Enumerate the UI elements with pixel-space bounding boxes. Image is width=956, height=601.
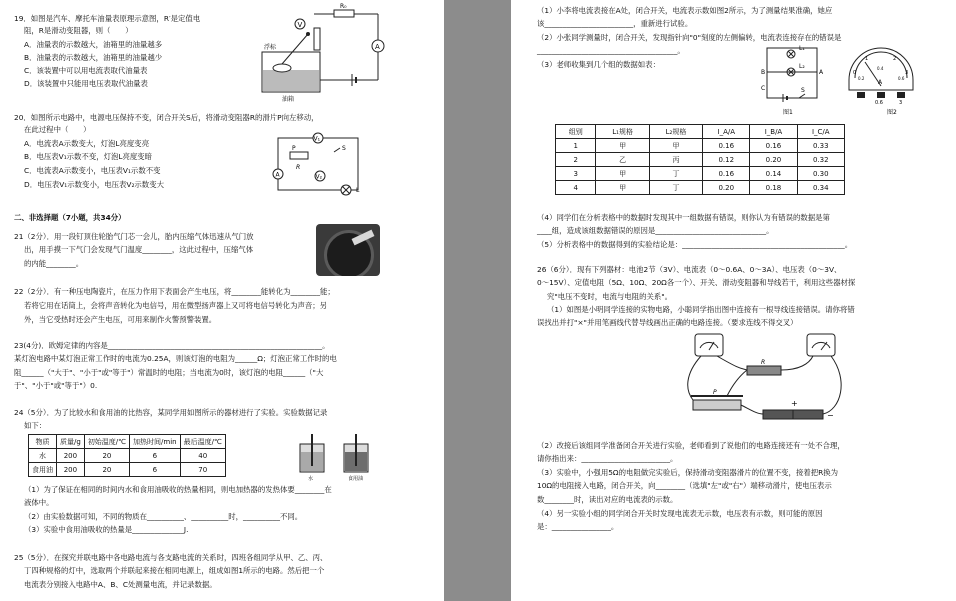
q25-sub-5: （5）分析表格中的数据得到的实验结论是：____________________________________________。 [537, 240, 853, 249]
table-header: I_A/A [703, 125, 750, 139]
q24-sub-3: （3）实验中食用油吸收的热量是______________J. [24, 525, 189, 534]
fig1-s: S [801, 87, 805, 94]
q25-sub-3: （3）老师收集到几个组的数据如表： [537, 60, 660, 69]
fig2-s0: 0.2 [858, 76, 865, 81]
table-header: 物质 [29, 435, 57, 449]
q20-stem-1: 20．如图所示电路中，电源电压保持不变，闭合开关S后，将滑动变阻器R的滑片P向左移动， [14, 113, 319, 122]
q26-sub-2a: （2）改接后该组同学准备闭合开关进行实验，老师看到了说他们的电路连接还有一处不合理， [537, 441, 845, 450]
q24-sub-2: （2）由实验数据可知，不同的物质在__________、__________时，__________不同。 [24, 512, 303, 521]
fig2-term-2: 3 [899, 100, 903, 106]
q20-v1-label: V₁ [313, 135, 321, 143]
fig2-t0: 0 [853, 70, 857, 76]
q26-line-2: 0～15V）、定值电阻（5Ω、10Ω、20Ω各一个）、开关、滑动变阻器和导线若干，利用这些器材探 [537, 278, 856, 287]
table-cell: 0.34 [797, 181, 844, 195]
q26-sub-3a: （3）实验中，小强用5Ω的电阻做完实验后，保持滑动变阻器滑片的位置不变，接着把R换为 [537, 468, 839, 477]
q20-p-label: P [292, 145, 296, 152]
q21-line-1: 21（2分）．用一段钉顶住轮胎气门芯一会儿，胎内压缩气体迅速从气门放 [14, 232, 254, 241]
q26-sub-4a: （4）另一实验小组的同学闭合开关时发现电流表无示数，电压表有示数，则可能的原因 [537, 509, 823, 518]
fig1-l2: L₂ [799, 63, 805, 70]
q20-a-label: A [275, 171, 280, 179]
q21-line-2: 出，用手摸一下气门会发现气门温度________，这此过程中，压缩气体 [24, 245, 254, 254]
q25-sub-2a: （2）小张同学测量时，闭合开关，发现指针向"0"刻度的左侧偏转，电流表连接存在的错误是 [537, 33, 842, 42]
q23-line-1: 23(4分)．欧姆定律的内容是__________________________________________________________。 [14, 341, 330, 350]
q26-circuit-figure [681, 330, 851, 430]
q19-option-b: B．油量表的示数越大，油箱里的油量越少 [24, 53, 163, 62]
q20-option-a: A．电流表A示数变大，灯泡L亮度变亮 [24, 139, 150, 148]
q23-line-3: 阻______（"大于"、"小于"或"等于"）常温时的电阻；当电流为0时，该灯泡的电阻______（"大 [14, 368, 324, 377]
q26-sub-1b: 误找出并打"×"并用笔画线代替导线画出正确的电路连接。（要求连线不得交叉） [537, 318, 798, 327]
q26-sub-2b: 请你指出来：________________________。 [537, 454, 678, 463]
table-cell: 0.18 [750, 181, 797, 195]
table-cell: 0.16 [703, 139, 750, 153]
q25-figure-1 [761, 44, 823, 116]
table-header: 初始温度/℃ [84, 435, 129, 449]
fig1-a: A [819, 69, 824, 76]
table-header-row [29, 435, 226, 449]
table-cell: 0.16 [703, 167, 750, 181]
fig2-t1: 1 [865, 56, 869, 62]
table-cell: 0.30 [797, 167, 844, 181]
section-2-heading: 二、非选择题（7小题，共34分） [14, 213, 126, 222]
table-cell: 3 [556, 167, 596, 181]
q25-line-3: 电流表分别接入电路中A、B、C处测量电流，并记录数据。 [24, 580, 217, 589]
q21-tire-photo [316, 224, 380, 276]
fig2-t2: 2 [893, 56, 897, 62]
q26-sub-3b: 10Ω的电阻接入电路，闭合开关，向________（选填"左"或"右"）端移动滑片，使电压表示 [537, 481, 832, 490]
left-page [0, 0, 444, 601]
q19-r0-label: R₀ [340, 3, 347, 10]
q20-s-label: S [342, 145, 346, 152]
q19-fuel-gauge-figure [260, 3, 400, 103]
fig1-c: C [761, 85, 766, 92]
q19-ammeter-label: A [375, 43, 380, 51]
q25-sub-4b: ____组，造成该组数据错误的原因是______________________________。 [537, 226, 774, 235]
table-cell: 70 [180, 463, 225, 477]
table-row [556, 153, 845, 167]
table-header: L₂规格 [649, 125, 702, 139]
table-cell: 水 [29, 449, 57, 463]
table-header: I_C/A [797, 125, 844, 139]
table-cell: 食用油 [29, 463, 57, 477]
q24-line-1: 24（5分）．为了比较水和食用油的比热容，某同学用如图所示的器材进行了实验。实验数据记录 [14, 408, 328, 417]
q25-sub-1a: （1）小李将电流表接在A处，闭合开关，电流表示数如图2所示，为了测量结果准确，她应 [537, 6, 833, 15]
q25-line-2: 丁四种规格的灯中，选取两个并联起来接在相同电源上，组成如图1所示的电路。然后把一个 [24, 566, 325, 575]
table-cell: 40 [180, 449, 225, 463]
table-cell: 甲 [596, 181, 649, 195]
q25-sub-4a: （4）同学们在分析表格中的数据时发现其中一组数据有错误，则你认为有错误的数据是第 [537, 213, 830, 222]
fig2-t3: 3 [905, 70, 909, 76]
table-cell: 6 [130, 463, 181, 477]
q19-option-a: A．油量表的示数越大，油箱里的油量越多 [24, 40, 163, 49]
q19-stem-2: 阻，R是滑动变阻器，则（ ） [24, 26, 133, 35]
right-page [511, 0, 956, 601]
table-cell: 0.32 [797, 153, 844, 167]
table-cell: 0.12 [703, 153, 750, 167]
q24-fig-water-label: 水 [308, 476, 314, 482]
table-row [29, 449, 226, 463]
q26-fig-r-label: R [761, 359, 766, 366]
q24-line-2: 如下： [24, 421, 47, 430]
q26-sub-1a: （1）如图是小明同学连接的实物电路，小聪同学指出图中连接有一根导线连接错误。请你将错 [547, 305, 855, 314]
table-row [556, 139, 845, 153]
q23-line-4: 于"、"小于"或"等于"）0. [14, 381, 98, 390]
table-header: 最后温度/℃ [180, 435, 225, 449]
table-cell: 0.33 [797, 139, 844, 153]
q26-fig-p-label: P [713, 389, 717, 396]
table-cell: 丙 [649, 153, 702, 167]
table-row [556, 181, 845, 195]
table-header-row [556, 125, 845, 139]
q24-sub-1b: 液体中。 [24, 498, 54, 507]
q19-float-label: 浮标 [264, 44, 277, 51]
q20-l-label: L [356, 187, 360, 194]
q25-sub-2b: ______________________________________。 [537, 46, 685, 55]
q26-fig-plus: + [791, 399, 798, 408]
table-header: L₁规格 [596, 125, 649, 139]
q20-option-b: B．电压表V₁示数不变，灯泡L亮度变暗 [24, 152, 153, 161]
q20-v2-label: V₂ [315, 173, 323, 181]
table-cell: 4 [556, 181, 596, 195]
q24-beakers-figure [292, 430, 382, 482]
table-cell: 丁 [649, 181, 702, 195]
fig2-s1: 0.4 [877, 66, 884, 71]
table-cell: 0.16 [750, 139, 797, 153]
table-cell: 2 [556, 153, 596, 167]
q24-fig-oil-label: 食用油 [348, 476, 364, 482]
q21-line-3: 的内能________。 [24, 259, 84, 268]
table-cell: 0.20 [750, 153, 797, 167]
table-row [556, 167, 845, 181]
table-cell: 甲 [596, 139, 649, 153]
q22-line-1: 22（2分）．有一种压电陶瓷片，在压力作用下表面会产生电压，将________能转化为________能； [14, 287, 335, 296]
fig2-unit: A [878, 79, 883, 86]
table-cell: 1 [556, 139, 596, 153]
q24-data-table [28, 434, 226, 477]
q26-sub-3c: 数________时，读出对应的电流表的示数。 [537, 495, 678, 504]
q19-option-c: C．该装置中可以用电流表取代油量表 [24, 66, 148, 75]
table-cell: 丁 [649, 167, 702, 181]
fig2-s2: 0.6 [898, 76, 905, 81]
q26-line-1: 26（6分）．现有下列器材：电池2节（3V）、电流表（0～0.6A、0～3A）、电压表（0～3V、 [537, 265, 842, 274]
table-cell: 0.20 [703, 181, 750, 195]
table-header: 加热时间/min [130, 435, 181, 449]
q25-line-1: 25（5分）．在探究并联电路中各电路电流与各支路电流的关系时，四班各组同学从甲、乙、丙、 [14, 553, 328, 562]
table-cell: 甲 [596, 167, 649, 181]
table-header: 质量/g [57, 435, 85, 449]
q19-tank-label: 油箱 [282, 96, 295, 103]
table-cell: 200 [57, 463, 85, 477]
q25-sub-1b: 该________________________，重新进行试验。 [537, 19, 693, 28]
fig1-l1: L₁ [799, 45, 805, 52]
q26-sub-4b: 是：________________。 [537, 522, 619, 531]
q20-r-label: R [296, 164, 301, 171]
q23-line-2: 某灯泡电路中某灯泡正常工作时的电流为0.25A，则该灯泡的电阻为______Ω；灯泡正常工作时的电 [14, 354, 337, 363]
fig1-b: B [761, 69, 766, 76]
table-cell: 20 [84, 449, 129, 463]
table-cell: 甲 [649, 139, 702, 153]
q22-line-3: 外，当它受热时还会产生电压，可用来制作火警预警装置。 [24, 315, 217, 324]
q26-fig-minus: − [827, 411, 834, 420]
page-gap [444, 0, 511, 601]
q25-figure-2-ammeter [841, 40, 921, 120]
fig1-caption: 图1 [783, 109, 793, 116]
q20-option-c: C．电流表A示数变小，电压表V₁示数不变 [24, 166, 161, 175]
table-cell: 0.14 [750, 167, 797, 181]
table-header: 组别 [556, 125, 596, 139]
table-row [29, 463, 226, 477]
q20-stem-2: 在此过程中（ ） [24, 125, 91, 134]
table-cell: 6 [130, 449, 181, 463]
q20-option-d: D．电压表V₁示数变小，电压表V₂示数变大 [24, 180, 164, 189]
q22-line-2: 若将它用在话筒上，会将声音转化为电信号，用在微型扬声器上又可将电信号转化为声音；另 [24, 301, 328, 310]
q19-option-d: D．该装置中只能用电压表取代油量表 [24, 79, 148, 88]
fig2-term-1: 0.6 [875, 100, 883, 106]
q24-sub-1: （1）为了保证在相同的时间内水和食用油吸收的热量相同，则电加热器的发热体要________在 [24, 485, 332, 494]
q26-line-3: 究"电压不变时，电流与电阻的关系"。 [547, 292, 673, 301]
q19-voltmeter-label: V [297, 21, 303, 29]
q25-data-table [555, 124, 845, 195]
table-header: I_B/A [750, 125, 797, 139]
q20-circuit-figure [268, 130, 368, 196]
table-cell: 20 [84, 463, 129, 477]
table-cell: 200 [57, 449, 85, 463]
fig2-caption: 图2 [887, 109, 897, 116]
q19-stem-1: 19．如图是汽车、摩托车油量表原理示意图，R′是定值电 [14, 14, 201, 23]
table-cell: 乙 [596, 153, 649, 167]
